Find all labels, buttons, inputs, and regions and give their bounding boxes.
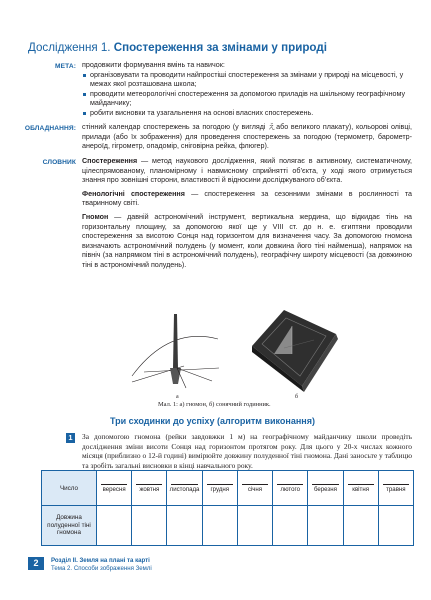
table-value-cell[interactable] [378,506,413,546]
sundial-illustration [252,310,338,392]
gnomon-illustration [132,314,219,388]
goal-item: організовувати та проводити найпростіші спостереження за змінами у природі на місцевості, у межах якої розташована школа; [82,71,412,90]
goal-list [82,71,412,119]
research-title [28,40,418,55]
figure-caption: Мал. 1: а) гномон, б) сонячний годинник. [158,401,271,408]
table-value-cell[interactable] [237,506,272,546]
goal-label: МЕТА: [55,63,76,70]
table-value-cell[interactable] [308,506,343,546]
table-header-date: Число [42,471,97,506]
table-month-cell [378,471,413,506]
glossary-definition: — давній астрономічний інструмент, вертикальна жердина, що відкидає тінь на горизонтальну площину, за допомогою якої ще у VIII ст. до н. е. єгиптяни проводили спостереження за висотою Сонця над горизонтом для визначення часу. За допомогою гномона визначають астрономічний полудень (у момент, коли довжина його тіні найменша), напрямок на північ (за напрямком тіні в астрономічний полудень), географічну широту місцевості (за довжиною тіні в астрономічний полудень). [82,212,412,269]
month-label: грудня [210,485,230,493]
table-month-cell [273,471,308,506]
month-label: березня [313,485,337,493]
footer-section: Розділ II. Земля на плані та карті [51,557,150,564]
glossary-entry [82,190,412,209]
footer-topic: Тема 2. Способи зображення Землі [51,565,152,572]
month-label: січня [247,485,263,493]
month-label: вересня [102,485,126,493]
glossary-term: Гномон [82,212,109,221]
glossary-term: Спостереження [82,157,138,165]
table-value-cell[interactable] [167,506,202,546]
page-number: 2 [28,557,44,570]
month-label: листопада [169,485,200,493]
figure-illustration [124,306,344,392]
table-row [42,506,414,546]
goal-intro: продовжити формування вмінь та навичок: [82,61,225,69]
step-number-badge: 1 [66,433,75,443]
table-value-cell[interactable] [97,506,132,546]
month-label: лютого [280,485,300,493]
table-header-row [42,471,414,506]
equipment-text: стінний календар спостережень за погодою (у вигляді えaбо великого плакату), кольорові олівці, прилади (або їх зображення) для проведення спостережень за погодою (термометр, барометр-анероїд, гігрометр, опадомір, сніговірна рейка, флюгер). [82,123,412,151]
equipment-label: ОБЛАДНАННЯ: [24,125,76,132]
glossary-entry [82,213,412,271]
table-month-cell [132,471,167,506]
figure-label-b: б [295,394,299,400]
table-value-cell[interactable] [132,506,167,546]
month-label: травня [386,485,406,493]
steps-title: Три сходинки до успіху (алгоритм виконання) [110,416,315,426]
glossary-label: СЛОВНИК [42,159,76,166]
glossary-definition: — метод наукового дослідження, який полягає в активному, систематичному, цілеспрямованому, планомірному і навмисному сприйнятті об’єкта, у ході якого отримується знання про зовнішні сторони, властивості й відносини досліджуваного об’єкта. [82,157,412,185]
table-row-label: Довжина полуденної тіні гномона [42,506,97,546]
table-value-cell[interactable] [273,506,308,546]
month-label: квітня [352,485,369,493]
research-heading: Спостереження за змінами у природі [113,41,327,54]
goal-item: робити висновки та узагальнення на основі власних спостережень. [82,109,412,119]
table-month-cell [237,471,272,506]
goal-item: проводити метеорологічні спостереження за допомогою приладів на шкільному географічному майданчику; [82,90,412,109]
glossary-definition: — спостереження за сезонними змінами в рослинності та тваринному світі. [82,189,412,208]
glossary-block [82,157,412,275]
table-value-cell[interactable] [202,506,237,546]
glossary-term: Фенологічні спостереження [82,189,185,198]
table-month-cell [308,471,343,506]
research-label: Дослідження 1. [28,41,111,54]
step-task-text: За допомогою гномона (рейки завдовжки 1 м) на географічному майданчику школи проведіть дослідження зміни висоти Сонця над горизонтом протягом року. Для цього у 20-х числах кожного місяця (приблизно о 12-й годині) вимірюйте довжину полуденної тіні гномона. Дані заносьте у таблицю та зробіть загальні висновки в кінці навчального року. [82,432,412,470]
month-label: жовтня [139,485,160,493]
figure-label-a: а [176,394,179,400]
table-month-cell [202,471,237,506]
goal-block [82,61,412,119]
table-value-cell[interactable] [343,506,378,546]
table-month-cell [343,471,378,506]
table-month-cell [97,471,132,506]
table-month-cell [167,471,202,506]
glossary-entry [82,157,412,186]
observation-table [41,470,414,546]
